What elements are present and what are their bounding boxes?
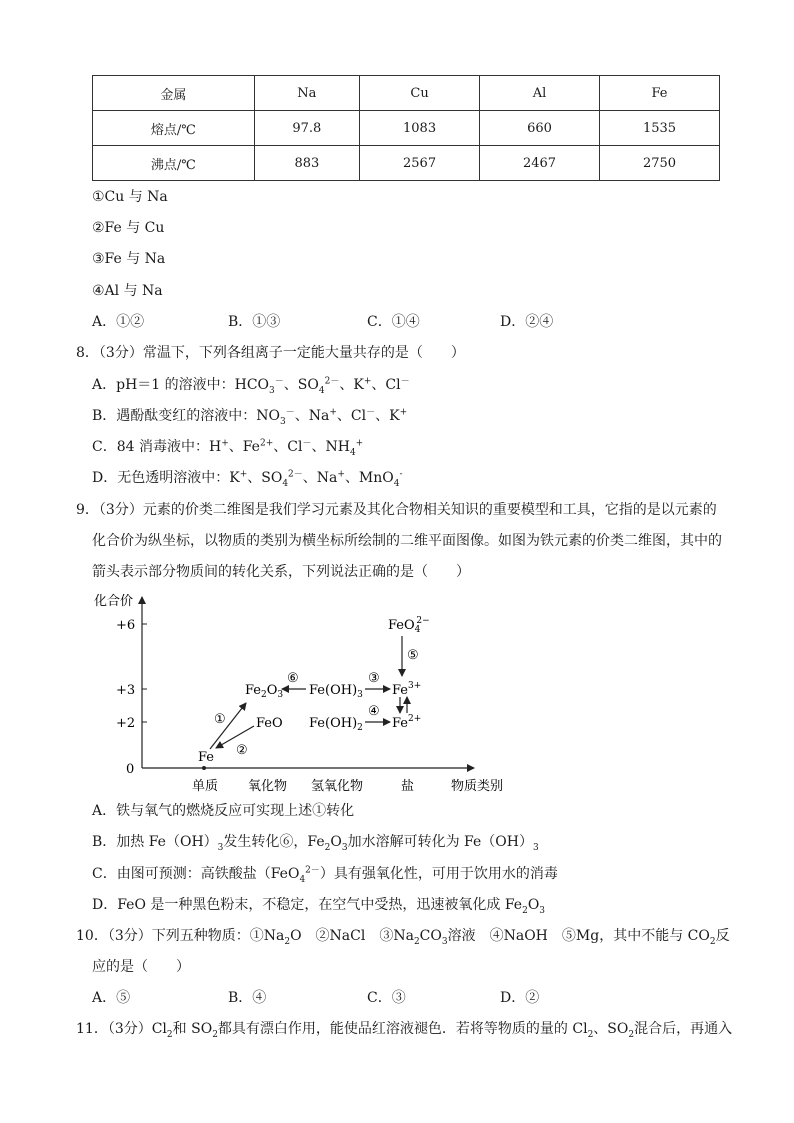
sub: 2 [166, 1029, 173, 1040]
text: 反 [715, 928, 730, 944]
sub: 2 [709, 936, 716, 947]
fe-point [202, 766, 206, 770]
sub: 2 [212, 1029, 218, 1040]
table-cell: 金属 [93, 76, 255, 111]
sup: 2－ [324, 376, 340, 387]
table-cell: 1535 [600, 111, 720, 146]
q10-option-b[interactable]: B．④ [228, 990, 267, 1006]
sub: 4 [318, 385, 325, 396]
q9-option-c[interactable] [92, 864, 558, 884]
arrow-label-5: ⑤ [407, 648, 419, 663]
q11-stem-line-1 [76, 1019, 732, 1039]
sub: 3 [539, 905, 546, 916]
sub: 2 [413, 936, 420, 947]
text: 、Na [294, 408, 330, 424]
sup: + [363, 376, 372, 387]
sup: + [337, 469, 345, 480]
sup: － [366, 407, 376, 418]
table-cell: 1083 [360, 111, 480, 146]
t: 4 [414, 625, 421, 635]
table-cell: 2750 [600, 146, 720, 181]
sub: 2 [324, 842, 331, 853]
text: 加水溶解可转化为 Fe（OH） [347, 834, 533, 850]
sup: － [285, 407, 295, 418]
text: ）具有强氧化性，可用于饮用水的消毒 [319, 866, 558, 882]
q9-stem-line-2: 化合价为纵坐标，以物质的类别为横坐标所绘制的二维平面图像。如图为铁元素的价类二维图，其中的 [92, 533, 722, 549]
q8-stem: 8．（3分）常温下，下列各组离子一定能大量共存的是（ ） [76, 345, 465, 361]
q8-option-b[interactable] [92, 406, 407, 426]
q8-option-d[interactable] [92, 468, 403, 488]
text: 、NH [311, 439, 350, 455]
text: 都具有漂白作用，能使品红溶液褪色．若将等物质的量的 Cl [217, 1021, 588, 1037]
q7-item-2: ②Fe 与 Cu [92, 220, 165, 236]
x-axis-label: 物质类别 [451, 779, 504, 794]
t: FeO [388, 618, 415, 633]
text: A．pH＝1 的溶液中：HCO [92, 377, 270, 393]
sub: 3 [532, 842, 539, 853]
sub: 4 [349, 447, 356, 458]
table-cell: 660 [480, 111, 600, 146]
arrow-label-2: ② [236, 743, 248, 758]
sub: 3 [217, 842, 224, 853]
q7-item-3: ③Fe 与 Na [92, 251, 166, 267]
text: D．FeO 是一种黑色粉末，不稳定，在空气中受热，迅速被氧化成 Fe [92, 897, 523, 913]
table-cell: 2567 [360, 146, 480, 181]
y-tick-label: +3 [116, 683, 136, 698]
t: O [266, 683, 278, 698]
table-cell: Fe [600, 76, 720, 111]
text: 、Na [302, 470, 338, 486]
text: 、K [339, 377, 364, 393]
text: CO [419, 928, 442, 944]
species-fe3plus [392, 681, 421, 698]
x-tick-label: 单质 [192, 779, 219, 794]
q9-option-b[interactable] [92, 832, 539, 852]
sup: + [329, 407, 337, 418]
t: 3+ [408, 681, 422, 691]
q7-option-c[interactable]: C．①④ [367, 314, 420, 330]
text: O [330, 834, 342, 850]
x-tick-label: 氧化物 [248, 779, 288, 794]
arrow-2 [216, 726, 254, 748]
q7-item-4: ④Al 与 Na [92, 283, 163, 299]
melting-boiling-table [92, 75, 720, 181]
species-fe: Fe [198, 750, 215, 765]
t: Fe [392, 683, 409, 698]
t: Fe [392, 716, 409, 731]
table-cell: 沸点/℃ [93, 146, 255, 181]
q9-stem-line-1: 9．（3分）元素的价类二维图是我们学习元素及其化合物相关知识的重要模型和工具，它指的是以元素的 [76, 502, 717, 518]
q9-option-d[interactable] [92, 895, 545, 915]
sup: 2+ [259, 438, 274, 449]
sub: 2 [628, 1029, 635, 1040]
text: C．由图可预测：高铁酸盐（FeO [92, 866, 300, 882]
y-axis-label: 化合价 [94, 594, 134, 609]
text: 、SO [283, 377, 319, 393]
q7-option-a[interactable]: A．①② [92, 314, 145, 330]
sup: 2－ [305, 865, 320, 876]
text: 10．（3分）下列五种物质：①Na [76, 928, 285, 944]
text: B．遇酚酞变红的溶液中：NO [92, 408, 281, 424]
y-tick-label: 0 [126, 762, 135, 777]
table-cell: 97.8 [254, 111, 359, 146]
table-cell: 熔点/℃ [93, 111, 255, 146]
species-ferrate [388, 616, 430, 635]
table-row [93, 146, 720, 181]
y-tick-label: +6 [116, 618, 136, 633]
sub: 3 [441, 936, 448, 947]
text: 11．（3分）Cl [76, 1021, 167, 1037]
text: 、Cl [336, 408, 367, 424]
text: 、Cl [273, 439, 303, 455]
sup: + [399, 407, 408, 418]
sup: + [221, 438, 229, 449]
t: 2+ [408, 714, 422, 724]
arrow-label-6: ⑥ [287, 671, 299, 686]
q9-stem-line-3: 箭头表示部分物质间的转化关系，下列说法正确的是（ ） [92, 564, 470, 580]
arrow-label-1: ① [214, 712, 226, 727]
text: 、Fe [228, 439, 260, 455]
q10-option-a[interactable]: A．⑤ [92, 990, 131, 1006]
text: 、SO [247, 470, 283, 486]
species-feoh2 [309, 716, 363, 733]
t: 2 [261, 690, 267, 700]
text: 发生转化⑥，Fe [223, 834, 325, 850]
table-cell: 2467 [480, 146, 600, 181]
sub: 3 [269, 385, 275, 396]
table-cell: Na [254, 76, 359, 111]
text: B．加热 Fe（OH） [92, 834, 218, 850]
text: 、K [375, 408, 400, 424]
q8-option-c[interactable] [92, 437, 363, 457]
sub: 4 [282, 478, 289, 489]
text: C．84 消毒液中：H [92, 439, 222, 455]
table-header-row [93, 76, 720, 111]
table-cell: Al [480, 76, 600, 111]
arrow-label-3: ③ [368, 671, 380, 686]
q8-option-a[interactable] [92, 375, 410, 395]
sub: 3 [280, 416, 286, 427]
text: 、SO [593, 1021, 629, 1037]
y-tick-label: +2 [116, 716, 136, 731]
text: 、Cl [371, 377, 401, 393]
q10-stem-line-2: 应的是（ ） [92, 959, 190, 975]
sub: 2 [587, 1029, 594, 1040]
table-cell: Cu [360, 76, 480, 111]
q7-option-d[interactable]: D．②④ [500, 314, 554, 330]
t: 2 [357, 723, 363, 733]
t: Fe [245, 683, 262, 698]
t: 2− [416, 616, 430, 626]
species-feoh3 [309, 683, 363, 700]
t: Fe(OH) [309, 716, 358, 731]
sup: - [399, 469, 403, 480]
sup: － [274, 376, 284, 387]
q10-option-d[interactable]: D．② [500, 990, 540, 1006]
sub: 4 [299, 874, 306, 885]
t: 3 [357, 690, 363, 700]
t: Fe(OH) [309, 683, 358, 698]
sup: 2－ [288, 469, 303, 480]
text: O ②NaCl ③Na [290, 928, 414, 944]
iron-valence-class-diagram [88, 585, 528, 800]
t: 3 [277, 690, 284, 700]
sub: 2 [284, 936, 291, 947]
q10-stem-line-1 [76, 926, 730, 946]
sub: 4 [393, 478, 400, 489]
text: D．无色透明溶液中：K [92, 470, 240, 486]
q7-item-1: ①Cu 与 Na [92, 189, 168, 205]
text: 溶液 ④NaOH ⑤Mg，其中不能与 CO [447, 928, 710, 944]
text: O [527, 897, 540, 913]
table-cell: 883 [254, 146, 359, 181]
q10-option-c[interactable]: C．③ [367, 990, 406, 1006]
text: 混合后，再通入 [634, 1021, 733, 1037]
sub: 3 [341, 842, 348, 853]
sub: 2 [522, 905, 528, 916]
sup: － [400, 376, 410, 387]
species-feo: FeO [256, 716, 283, 731]
species-fe2o3 [245, 683, 283, 700]
x-tick-label: 盐 [401, 779, 415, 794]
sup: － [302, 438, 312, 449]
sup: + [239, 469, 248, 480]
q7-option-b[interactable]: B．①③ [228, 314, 281, 330]
arrow-label-4: ④ [368, 704, 380, 719]
text: 和 SO [172, 1021, 213, 1037]
x-tick-label: 氢氧化物 [311, 779, 364, 794]
sup: + [355, 438, 364, 449]
table-row [93, 111, 720, 146]
species-fe2plus [392, 714, 421, 731]
q9-option-a[interactable]: A．铁与氧气的燃烧反应可实现上述①转化 [92, 803, 355, 819]
text: 、MnO [344, 470, 394, 486]
